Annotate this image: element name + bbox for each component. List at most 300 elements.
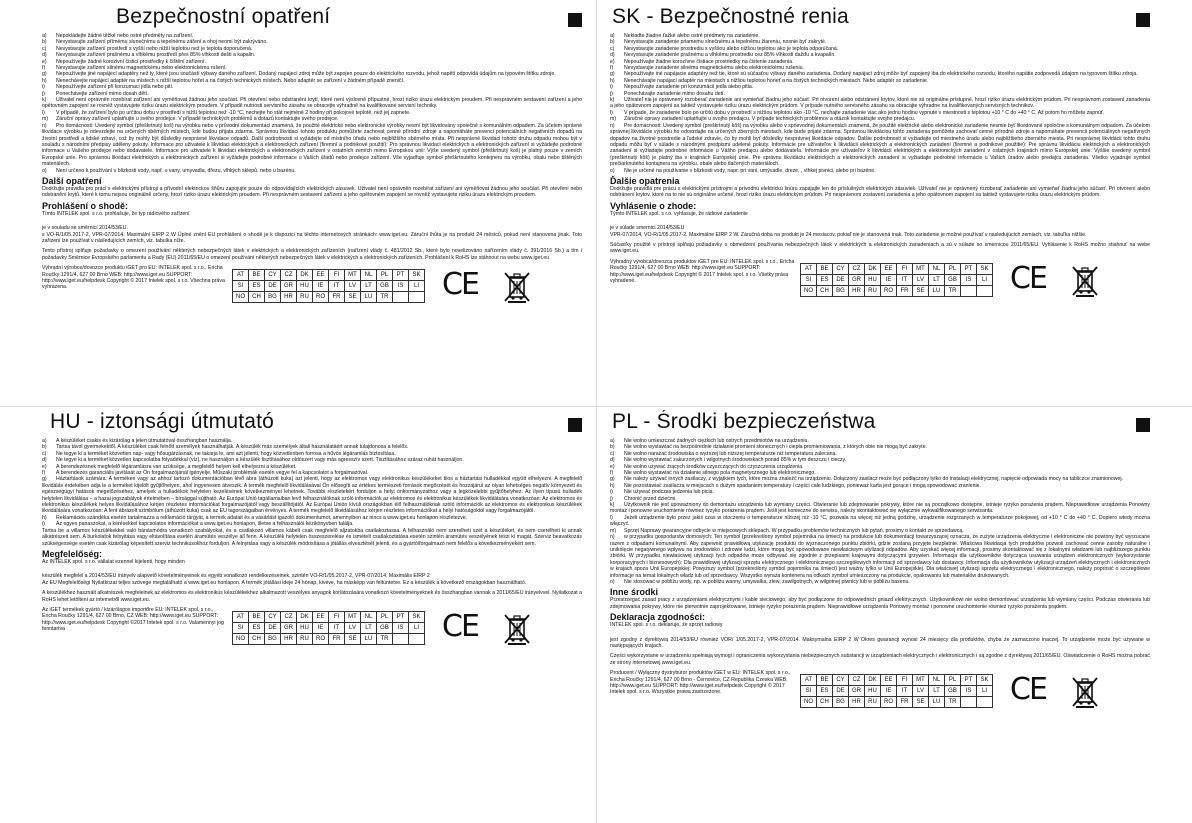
declaration-text: Az INTELEK spol. s r.o. vállalat ezennel kijelenti, hogy minden — [42, 558, 185, 565]
country-cell: RU — [297, 633, 313, 644]
item-text: Nepoužívejte jiné napájecí adaptéry než ty, které jsou součástí výbavy daného zařízení. Dodaný napájecí zdroj může být zapojen pouze do elektrického rozvodu, jehož napětí odpovídá údajům na typovém štítku zdroje. — [56, 71, 556, 78]
country-cell: HR — [281, 292, 297, 303]
weee-bin-icon — [502, 269, 532, 303]
item-text: A berendezés garanciális javítását az Ön forgalmazójánál igényelje. Műszaki problémák esetén vegye fel a kapcsolatot a forgalmazóval. — [56, 470, 369, 477]
item-text: Záručné opravy zariadení uplatňujte u svojho predajcu. V prípade technických problémov a otázok kontaktujte svojho predajcu. — [624, 116, 916, 123]
item-label: b) — [42, 39, 47, 46]
country-cell: CH — [249, 292, 265, 303]
country-cell: DK — [865, 263, 881, 274]
country-table — [800, 263, 993, 297]
item-text: V prípade, že zariadenie bolo po určitú dobu v prostredí s nižšou teplotou ako -10 °C, nechajte zariadenie viac ako jednu hodinu vypnuté v miestnosti s teplotou +10 ° C do +40 ° C. Až potom ho môžete zapnúť. — [624, 109, 1105, 116]
black-square-marker — [568, 13, 582, 27]
safety-item — [610, 123, 1150, 168]
item-label: h) — [42, 77, 47, 84]
country-cell: LT — [929, 274, 945, 285]
item-text: Nevystavujte zariadenie prostrediu s vyššou alebo nižšou teplotou ako je teplota odporúčaná. — [624, 45, 839, 52]
item-label: h) — [610, 77, 615, 84]
item-text: Ne tegye ki a terméket közvetlen nap- vagy hősugárzásnak, ne takarja le, ami azt jelenti, hogy közvetlenben forrosa a hűvös légáramlás biztosítása. — [56, 450, 396, 457]
country-cell: IE — [313, 622, 329, 633]
country-cell: PT — [961, 263, 977, 274]
black-square-marker — [568, 418, 582, 432]
section-title: HU - iztonsági útmutató — [50, 410, 275, 433]
footer-block — [42, 607, 582, 655]
country-cell: GR — [849, 686, 865, 697]
item-label: i) — [42, 84, 45, 91]
country-cell: LV — [345, 281, 361, 292]
item-label: l) — [610, 109, 613, 116]
country-table — [232, 611, 425, 645]
item-text: Jeżeli urządzenie było przez jakiś czas w otoczeniu o temperaturze niższej niż -10 °C, pozwala na więcej niż jedną godzinę, urządzenie rozgrzanych w temperaturze pokojowej, od +10 ° C do +40 ° C. Dopiero wtedy można włączyć. — [610, 514, 1150, 528]
country-cell: RO — [881, 697, 897, 708]
country-cell: SI — [801, 274, 817, 285]
ce-mark-icon: CE — [442, 608, 478, 644]
item-label: m) — [610, 116, 617, 123]
country-cell: BE — [249, 611, 265, 622]
item-text: Reklamációs szándéka esetén tartalmazza a reklamáció tárgyát, a termék adatait és a vásárlást igazoló dokumentumot, amennyiben az nincs a www.iget.eu honlapon részletezve. — [56, 514, 468, 521]
item-label: f) — [610, 65, 614, 72]
rohs-text: A készülékhez használt alkatrészek megfelelnek az elektromos és elektronikus készülékekhez alkalmazott veszélyes anyagok korlátozására vonatkozó követelményeknek és összhangban vannak a 2011/65/EU irányelvvel. Nyilatkozat a RoHS lehet letölteni az internetről www.iget.eu. — [42, 590, 582, 603]
country-cell: NO — [801, 285, 817, 296]
country-cell: CY — [833, 263, 849, 274]
country-table — [800, 674, 993, 708]
item-label: o) — [610, 167, 615, 174]
other-measures-heading: Ďalšie opatrenia — [610, 175, 680, 186]
item-text: Nevystavujte zařízení přímému slunečnímu a tepelnému záření a ohoj neomí být zakrýváno. — [56, 39, 268, 46]
manufacturer-info: Az iGET termékek gyártó / kizárólagos importőre EU: INTELEK spol. s r.o., Ericha Roučky 1291/4, 627 00 Brno, CZ WEB: http://www.iget.eu SUPPORT: http://www.iget.eu/helpdesk Copyright ©2017 Intelek spol. s r.o. Valamennyi jog fenntartva — [42, 606, 224, 633]
country-cell: PL — [377, 270, 393, 281]
country-cell: AT — [801, 675, 817, 686]
country-cell: NL — [929, 263, 945, 274]
declaration-heading: Deklaracja zgodności: — [610, 612, 706, 623]
country-cell: CZ — [281, 611, 297, 622]
country-cell: CZ — [849, 263, 865, 274]
country-cell: MT — [913, 263, 929, 274]
country-row — [233, 292, 425, 303]
country-cell: HU — [297, 281, 313, 292]
safety-item — [610, 502, 1150, 515]
country-cell: HR — [849, 697, 865, 708]
safety-item — [42, 123, 582, 168]
footer-block — [42, 265, 582, 313]
country-cell: BE — [817, 675, 833, 686]
safety-item — [610, 534, 1150, 579]
power-warranty-text: Az EU Megfelelőségi Nyilatkozat teljes szövege megtalálható a www.iget.eu honlapon. A termék jótállási ideje 24 hónap, kivéve, ha másképp van feltüntetve. Ez a készülék a következő országokban használható. — [42, 579, 527, 586]
country-cell: LU — [929, 697, 945, 708]
country-cell: MT — [345, 270, 361, 281]
country-cell: NO — [233, 633, 249, 644]
spacer — [610, 629, 1150, 637]
item-label: c) — [42, 45, 47, 52]
item-text: Nepoužívajte žiadne korozívne čistiace prostriedky na čistenie zariadenia. — [624, 58, 794, 65]
item-text: Nevystavujte zariadenie prašnému a vlhkému prostrediu cez 85% vlhkosti dažďu a kvapalín. — [624, 52, 836, 59]
country-cell: PL — [945, 675, 961, 686]
rohs-text: Súčasťky použité v prístroji spĺňajú požiadavky o obmedzení používania nebezpečných látok v elektrických a elektronických zariadeniach a sú v súlade so smernicou 2011/65/EU. Vyhlásenie k RoHS možno stiahnuť na webe www.iget.eu. — [610, 241, 1150, 255]
country-cell: PT — [393, 611, 409, 622]
item-text: Nepoužívajte iné napájacie adaptéry než tie, ktoré sú súčasťou výbavy daného zariadenia. Dodaný napájací zdroj môže byť zapojený iba do elektrického rozvodu, ktorého napätie zodpovedá údajom na typovom štítku zdroja. — [624, 71, 1138, 78]
country-cell: LU — [361, 292, 377, 303]
directive-text: jest zgodny z dyrektywą 2014/53/EU również VOR/ 1/05.2017-2, VPR-07/2014. Maksymalna EIRP 2 W Okres gwarancji wynosi 24 miesięcy dla produktów, chyba że zaznaczono inaczej. To urządzenie może być używane w następujących krajach. — [610, 636, 1150, 649]
country-cell: SI — [233, 622, 249, 633]
item-label: g) — [610, 476, 615, 483]
country-cell: DK — [297, 270, 313, 281]
other-measures-text: Przestrzegać zasad pracy z urządzeniami elektrycznymi i kable sieciowego, aby być podłączone do odpowiednich gniazd elektrycznych. Użytkownikowi nie wolno demontować urządzenia lub wymiany części. Podczas otwierania lub zdejmowania pokrywy, które nie pierwotnie zaprojektowane, istnieje ryzyko porażenia prądem. Nieprawidłowe urządzenia Ponowny montaż i ponowne uruchomienie również ryzyko porażenia prądem. — [610, 597, 1150, 610]
country-cell: RU — [297, 292, 313, 303]
item-text: Nepoužívejte žádné korozivní čisticí prostředky k čištění zařízení. — [56, 58, 206, 65]
country-cell: LV — [913, 274, 929, 285]
country-cell: LU — [361, 633, 377, 644]
country-cell: NO — [801, 697, 817, 708]
country-cell: CH — [817, 285, 833, 296]
country-cell: IT — [897, 686, 913, 697]
item-text: Nevystavujte zařízení prašnému a vlhkému prostředí přes 85% vlhkosti dešti a kapalin. — [56, 52, 256, 59]
item-text: A készüléket csakis és kizárólag a jelen útmutatóval összhangban használja. — [56, 438, 233, 444]
item-label: b) — [610, 39, 615, 46]
horizontal-divider — [0, 406, 1192, 407]
country-cell: ES — [817, 686, 833, 697]
safety-item — [42, 476, 582, 514]
country-cell: SE — [345, 633, 361, 644]
country-cell: FR — [329, 292, 345, 303]
country-cell: SK — [409, 611, 425, 622]
country-cell: FI — [329, 611, 345, 622]
footer-block — [610, 670, 1150, 718]
country-cell: FR — [329, 633, 345, 644]
country-cell: HR — [849, 285, 865, 296]
country-cell: SK — [409, 270, 425, 281]
item-label: h) — [42, 514, 47, 521]
item-label: o) — [610, 578, 615, 585]
item-text: Nepoužívejte zařízení při konzumaci jídla nebo pití. — [56, 84, 174, 91]
item-text: Nepokládejte žádné těžké nebo ostré předměty na zařízení. — [56, 33, 194, 39]
item-label: f) — [42, 65, 46, 72]
country-cell: SK — [977, 263, 993, 274]
country-cell: MT — [345, 611, 361, 622]
country-row — [233, 270, 425, 281]
item-label: a) — [610, 33, 615, 39]
country-cell: RU — [865, 697, 881, 708]
country-row — [801, 274, 993, 285]
declaration-heading: Prohlášení o shodě: — [42, 200, 129, 211]
item-text: Ponechávejte zařízení mimo dosah dětí. — [56, 90, 149, 97]
country-cell: LI — [977, 686, 993, 697]
country-cell: FI — [329, 270, 345, 281]
item-label: i) — [610, 84, 613, 91]
country-cell: IT — [329, 622, 345, 633]
item-text: Nie pozostawiać zasilacza w miejscach o dużym spadaniem temperatury i części całe ludzkiego, ponieważ karta jest gorące i mogą spowodować zranienie. — [624, 482, 981, 489]
black-square-marker — [1136, 418, 1150, 432]
item-label: j) — [610, 495, 613, 502]
country-cell: SE — [913, 285, 929, 296]
spacer — [42, 565, 582, 573]
country-cell: CY — [265, 270, 281, 281]
country-row — [233, 281, 425, 292]
item-text: Chronić przed dziećmi. — [624, 495, 677, 502]
vertical-divider — [596, 0, 597, 823]
item-label: f) — [42, 470, 46, 477]
country-cell: GR — [281, 622, 297, 633]
country-cell — [977, 285, 993, 296]
item-text: A berendezésnek megfelelő légáramlásra van szüksége, a megfelelő helyen kell elhelyezni a készüléket. — [56, 463, 297, 470]
country-cell: DK — [865, 675, 881, 686]
country-cell: RU — [865, 285, 881, 296]
item-label: e) — [42, 463, 47, 470]
country-cell: EE — [313, 270, 329, 281]
country-cell: BG — [833, 697, 849, 708]
item-label: n) — [610, 534, 615, 541]
declaration-text: Tímto INTELEK spol. s r.o. prohlašuje, že typ rádiového zařízení — [42, 210, 190, 217]
country-cell: LI — [977, 274, 993, 285]
country-cell: CZ — [281, 270, 297, 281]
country-cell: BG — [265, 633, 281, 644]
weee-bin-icon — [1070, 263, 1100, 297]
country-cell: SE — [345, 292, 361, 303]
country-cell: CH — [249, 633, 265, 644]
section-title: PL - Środki bezpieczeństwa — [612, 410, 876, 433]
country-cell: NO — [233, 292, 249, 303]
country-cell: IS — [961, 274, 977, 285]
item-text: Nenechávajte napájací adaptér na miestach s nižšou teplotou horieť a na čistých technických miestach. Nebo adaptér so zariadenie. — [624, 77, 929, 84]
item-text: Nie należy używać innych zasilaczy, z wyjątkiem tych, które można znaleźć na urządzeniu. Dołączony zasilacz może być podłączony tylko do instalacji elektrycznej, napięcie odpowiada mocy na tabliczce znamionowej. — [624, 476, 1123, 483]
country-row — [801, 263, 993, 274]
country-cell: SI — [233, 281, 249, 292]
country-row — [801, 686, 993, 697]
country-cell: PL — [945, 263, 961, 274]
country-cell: BG — [265, 292, 281, 303]
country-cell: GR — [281, 281, 297, 292]
section-cz — [42, 5, 582, 400]
country-cell: RO — [313, 292, 329, 303]
item-label: g) — [42, 476, 47, 483]
item-label: b) — [42, 444, 47, 451]
country-cell: HU — [865, 686, 881, 697]
item-label: c) — [610, 45, 615, 52]
item-label: l) — [610, 514, 613, 521]
country-cell: BG — [833, 285, 849, 296]
item-label: l) — [42, 109, 45, 116]
country-cell: LT — [361, 622, 377, 633]
other-measures-heading: Inne środki — [610, 587, 659, 598]
item-label: a) — [610, 438, 615, 444]
weee-bin-icon — [502, 611, 532, 645]
country-row — [801, 285, 993, 296]
item-label: g) — [610, 71, 615, 78]
black-square-marker — [1136, 13, 1150, 27]
country-cell: PT — [393, 270, 409, 281]
country-cell: LV — [345, 622, 361, 633]
country-cell: AT — [233, 270, 249, 281]
country-cell: LT — [929, 686, 945, 697]
manufacturer-info: Producent / Wyłączny dystrybutor produktów iGET w EU: INTELEK spol. s r.o., Ericha Roučky 1291/4, 627 00 Brno - Černovice, CZ Republika Czeska WEB: http://www.iget.eu SUPPORT: http://www.iget.eu/helpdesk Copyright © 2017 Intelek spol. s r.o. Wszystkie prawa zastrzeżone. — [610, 670, 791, 696]
country-cell: ES — [249, 622, 265, 633]
country-cell — [409, 633, 425, 644]
country-cell: LI — [409, 622, 425, 633]
section-sk — [610, 5, 1150, 400]
safety-item — [610, 579, 1150, 585]
item-text: Nie wolno wystawiać zakurzonych i wilgotnych środowiskach ponad 85% w tym deszczu i cieczy. — [624, 457, 847, 464]
item-text: Nie wolno narażać środowiska o wyższej lub niższej temperaturze niż temperatura zalecana. — [624, 450, 837, 457]
spacer — [610, 217, 1150, 225]
country-cell: ES — [817, 274, 833, 285]
country-cell: MT — [913, 675, 929, 686]
directive-text: je v súlade smernici 2014/53/EU — [610, 225, 685, 232]
manufacturer-info: Výhradný výrobca/dovozca produktov iGET pre EU: INTELEK spol. s r.o., Ericha Roučky 1291/4, 627 00 Brno WEB: http://www.iget.eu SUPPORT: http://www.iget.eu/helpdesk Copyright © 2017 Intelek spol. s r.o. Všetky práva vyhradené. — [610, 258, 795, 284]
item-text: Nie wolno umieszczać żadnych ciężkich lub ostrych przedmiotów na urządzeniu. — [624, 438, 809, 444]
country-cell: TR — [945, 285, 961, 296]
item-label: i) — [610, 489, 613, 496]
item-label: d) — [610, 457, 615, 464]
country-cell — [409, 292, 425, 303]
country-cell: CZ — [849, 675, 865, 686]
country-cell: AT — [233, 611, 249, 622]
section-title: SK - Bezpečnostné renia — [612, 5, 849, 28]
country-cell: FI — [897, 263, 913, 274]
item-label: d) — [42, 457, 47, 464]
directive-text: készülék megfelel a 2014/53/EU irányelv alapvető követelményeinek és egyéb vonatkozó rendelkezéseinek, szintén VO-R/1/05.2017-2, VPR-07/2014. Maximális EIRP 2 — [42, 573, 430, 580]
item-text: Není určeno k používání v blízkosti vody, např. u vany, umyvadla, dřezu, vlhkých sklepů, nebo u bazénu. — [56, 167, 296, 174]
country-cell: DE — [265, 281, 281, 292]
spacer — [42, 217, 582, 225]
country-cell: CY — [833, 675, 849, 686]
safety-list — [610, 33, 1150, 174]
country-cell: SE — [913, 697, 929, 708]
other-measures-text: Dodržujte pravidla pro práci s elektrickými přístroji a přívodní elektrickou šňůru zapojujte pouze do odpovídajících elektrických zásuvek. Uživatel není oprávněn rozebírat zařízení ani vyměňovat žádnou jeho součást. Při otevření nebo odstranění krytů, které k tomu nejsou originálně určeny, hrozí riziko úrazu elektrickým proudem. Při nesprávném sestavení zařízení a jeho opětovném zapojení se rovněž vystavujete riziku úrazu elektrickým proudem. — [42, 185, 582, 199]
country-cell: NL — [929, 675, 945, 686]
country-cell: LI — [409, 281, 425, 292]
item-label: o) — [42, 167, 47, 174]
item-label: g) — [42, 71, 47, 78]
country-cell: IS — [393, 622, 409, 633]
country-cell: GB — [945, 686, 961, 697]
item-text: Nekladte žiadne ťažké alebo ostré predmety na zariadenie. — [624, 33, 760, 39]
item-text: Nie wolno wystawiać na działanie silnego pola magnetycznego lub elektronicznego. — [624, 470, 816, 477]
item-text: Užívateľ nie je oprávnený rozoberať zariadenie ani vymieňať žiadnu jeho súčasť. Pri otvorení alebo odstránení krytov, ktoré nie sú originálne prístupné, hrozí riziko úrazu elektrickým prúdom. Pri nesprávnom zostavení zariadenia a jeho opätovnom zapojení sa taktiež vystavujete riziku úrazu elektrickým prúdom. V prípade nutného servisného zásahu sa obracajte výhradne na kvalifikovaných servisných technikov. — [610, 97, 1150, 110]
safety-item — [42, 97, 582, 110]
country-cell: BE — [817, 263, 833, 274]
country-cell: SI — [801, 686, 817, 697]
item-label: d) — [42, 52, 47, 59]
item-label: c) — [610, 450, 615, 457]
country-row — [233, 633, 425, 644]
country-cell — [393, 292, 409, 303]
declaration-text: Týmto INTELEK spol. s r.o. vyhlasuje, že rádiové zariadenie — [610, 210, 748, 217]
country-cell: LT — [361, 281, 377, 292]
item-label: e) — [610, 463, 615, 470]
other-measures-heading: Další opatření — [42, 175, 102, 186]
declaration-heading: Vyhlásenie o zhode: — [610, 200, 697, 211]
country-cell: BE — [249, 270, 265, 281]
item-text: Nie wolno wystawiać na bezpośrednie działanie promieni słonecznych i ciepła promieniowania, z których obie nie mogą być zakryte. — [624, 444, 928, 451]
safety-item — [42, 168, 582, 174]
safety-list — [42, 33, 582, 174]
item-label: h) — [610, 482, 615, 489]
item-text: Ponechávajte zariadenie mimo dosahu detí. — [624, 90, 725, 97]
country-cell: IS — [393, 281, 409, 292]
section-hu — [42, 410, 582, 820]
item-text: Sprzęt Naprawy gwarancyjne odbycie w miejscowych sklepach. W przypadku problemów technicznych lub pytań, prosimy o kontakt ze sprzedawcą. — [624, 527, 964, 534]
declaration-heading: Megfelelőség: — [42, 548, 103, 559]
item-text: Nevystavujte zariadenie silnému magnetickému alebo elektronickému rušeniu. — [624, 65, 804, 72]
item-label: k) — [610, 502, 615, 509]
safety-item — [610, 515, 1150, 528]
safety-item — [610, 168, 1150, 174]
country-cell — [977, 697, 993, 708]
country-cell: CY — [265, 611, 281, 622]
country-cell: SK — [977, 675, 993, 686]
weee-bin-icon — [1070, 674, 1100, 708]
ce-mark-icon: CE — [442, 267, 478, 303]
country-cell: ES — [249, 281, 265, 292]
item-text: Nepoužívajte zariadenie pri konzumácii jedla alebo pitia. — [624, 84, 754, 91]
country-cell: GB — [377, 281, 393, 292]
country-cell: IT — [329, 281, 345, 292]
item-label: j) — [42, 90, 45, 97]
section-title: Bezpečnostní opatření — [116, 5, 331, 28]
item-text: Tartsa távol gyermekektől. A készüléket csak felnőtt személyek használhatják. A készülék más személyek általi használatáért annak tulajdonosa a felelős. — [56, 444, 409, 451]
other-measures-text: Tartsa be a villamos készülékekkel való bánásmódra vonatkozó szabályokat, és a csatlakozó villamos kábelt csak megfelelő aljzatokba csatlakoztassa. A felhasználó nem szerelheti szét a készüléket, és nem cserélheti ki annak alkatrészeit sem. A burkolatok felnyitása vagy eltávolítása esetén áramütés veszélye áll fenn. A készülék helytelen összeszerelése és ismételt csatlakoztatása esetén szintén áramütés veszélyének teszi ki magát. Szerviz beavatkozás szükségessége esetén csak kizárólag képesített szerviz technikusokhoz forduljon. A felnyitása vagy a készülék módosítása a jótállás elvesztését jelenti, és a gyártó/forgalmazó nem felelős a következményekért sem. — [42, 527, 582, 547]
item-label: d) — [610, 52, 615, 59]
country-cell: DE — [833, 274, 849, 285]
country-cell: HU — [297, 622, 313, 633]
country-row — [233, 622, 425, 633]
item-text: Pre domácnosti: Uvedený symbol (preškrtnutý kôš) na výrobku alebo v sprievodnej dokumentácii znamená, že použité elektrické alebo elektronické zariadenie nesmie byť likvidované spoločne s komunálnym odpadom. Za účelom správnej likvidácie výrobku ho odovzdajte na určených zberných miestach, kde bude prijaté zdarma. Správnou likvidáciou tohto zariadenia pomôžete zachovať cenné prírodné zdroje a napomáhate prevencii potenciálnych negatívnych dopadov na životné prostredie a ľudské zdravie, čo by mohli byť dôsledky nesprávnej likvidácie odpadov. Ďalšie podrobnosti si vyžiadajte od miestneho úradu alebo najbližšieho zberného miesta. Pri nesprávnej likvidácii tohto druhu odpadu môžu byť v súlade s národnými predpismi udelené pokuty. Informácie pre užívateľov k likvidácii elektrických a elektronických zariadení (firemné a podnikové použitie): Pre správnu likvidáciu elektrických a elektronických zariadení si vyžiadajte podrobné informácie u Vášho predajcu alebo dodávateľa. Informácie pre užívateľov k likvidácii elektrických a elektronických zariadení v ostatných krajinách mimo Európskej únie: Vyššie uvedený symbol (preškrtnutý kôš) je platný iba v krajinách Európskej únie. Pre správnu likvidáciu elektrických a elektronických zariadení si vyžiadajte podrobné informácie u Vašich úradov alebo predajcu zariadenia. Všetko vyjadruje symbol prečiarknutého kontajnera na výrobku, obale alebo tlačených materiáloch. — [610, 122, 1150, 168]
country-cell: DK — [297, 611, 313, 622]
country-cell: IS — [961, 686, 977, 697]
item-text: Nevystavujte zariadenie priamemu slnečnému a tepelnému žiareniu, nosnie byť zakryté. — [624, 39, 827, 46]
country-cell: FI — [897, 675, 913, 686]
item-label: m) — [42, 116, 49, 123]
country-cell: IE — [313, 281, 329, 292]
power-warranty-text: VPR-07/2014, VO-R/1/05.2017-2. Maximálne EIRP 2 W. Záručná doba na produkt je 24 mesiacov, pokiaľ nie je stanovená inak. Toto zariadenie je možné používať v nasledujúcich zemiach, viz. tabuľka nižšie. — [610, 231, 1087, 238]
item-label: f) — [610, 470, 614, 477]
rohs-text: Tento přístroj splňuje požadavky o omezení používání některých nebezpečných látek v elektrických a elektronických zařízeních (nařízení vlády č. 481/2012 Sb., které bylo novelizováno nařízením vlády č. 391/2016 Sb.) a tím i požadavky Směrnice Evropského parlamentu a Rady (EU) 2011/65/EU o omezení používání některých nebezpečných látek v elektrických a elektronických zařízeních. Prohlášení k RoHS lze stáhnout na webu www.iget.eu — [42, 248, 582, 261]
power-warranty-text: s VO-R/1/05.2017-2, VPR-07/2014. Maximální EIRP 2 W Úplné znění EU prohlášení o shodě je k dispozici na těchto internetových stránkách: www.iget.eu. Záruční lhůta je na produkt 24 měsíců, pokud není stanovena jinak. Toto zařízení lze používat v následujících zemích, viz. tabulka níže. — [42, 231, 582, 244]
item-label: i) — [42, 521, 45, 528]
country-cell — [961, 697, 977, 708]
other-measures-text: Dodržujte pravidlá pre prácu s elektrickými prístrojmi a prívodnú elektrickú šnúru zapájajte len do príslušných elektrických zásuviek. Užívateľ nie je oprávnený rozoberať zariadenie ani vymieňať žiadnu jeho súčasť. Pri otvorení alebo odstránení krytov, ktoré na to nie sú originálne určené, hrozí riziko úrazu elektrickým prúdom. Pri nesprávnom zostavení zariadenia a jeho opätovnom zapojení sa taktiež vystavujete riziku úrazu elektrickým prúdom. — [610, 185, 1150, 199]
country-cell: GB — [945, 274, 961, 285]
item-label: e) — [42, 58, 47, 65]
safety-list — [610, 438, 1150, 585]
country-cell: EE — [881, 263, 897, 274]
footer-block — [610, 259, 1150, 307]
item-label: b) — [610, 444, 615, 451]
item-text: Uživatel není oprávněn rozebírat zařízení ani vyměňovat žádnou jeho součást. Při otevření nebo odstranění krytí, které není výslovně přípustné, hrozí riziko úrazu elektrickým proudem. Při nesprávném sestavení zařízení a jeho opětovném zapojení se rovněž vystavujete riziku úrazu elektrickým proudem. V případě nutnosti servisního zásahu se obracejte výhradně na kvalifikované servisní techniky. — [42, 97, 582, 110]
section-pl — [610, 410, 1150, 820]
item-text: Nie wolno używać żrących środków czyszczących do czyszczenia urządzenia. — [624, 463, 804, 470]
country-cell: RO — [313, 633, 329, 644]
safety-list — [42, 438, 582, 528]
country-cell: LU — [929, 285, 945, 296]
country-cell: AT — [801, 263, 817, 274]
item-label: e) — [610, 58, 615, 65]
item-label: a) — [42, 438, 47, 444]
country-cell: FR — [897, 285, 913, 296]
country-cell: EE — [313, 611, 329, 622]
ce-mark-icon: CE — [1010, 672, 1046, 708]
country-cell: LV — [913, 686, 929, 697]
country-table — [232, 269, 425, 303]
item-text: Nie je určené na používanie v blízkosti vody, napr. pri vani, umývadle, dreze, , vlhkej pivnici, alebo pri bazéne. — [624, 167, 876, 174]
item-label: n) — [42, 122, 47, 129]
item-text: Użytkownik nie jest upoważniony do demontażu urządzenia lub wymiany części. Otwieranie lub zdejmowanie pokrywy, które nie są początkowo dostępne, istnieje ryzyko porażenia prądem. Nieprawidłowe urządzenia Ponowny montaż i ponowne uruchomienie również ryzyko porażenia prądem. Jeśli jest konieczne do serwisu, należy skontaktować się wyłącznie wykwalifikowanego serwisanta. — [610, 502, 1150, 515]
country-cell: EE — [881, 675, 897, 686]
country-cell — [961, 285, 977, 296]
ce-mark-icon: CE — [1010, 260, 1046, 296]
item-label: j) — [610, 90, 613, 97]
item-text: Nevystavujte zařízení prostředí s vyšší nebo nižší teplotou než je teplota doporučená. — [56, 45, 253, 52]
country-row — [801, 675, 993, 686]
country-cell: TR — [377, 292, 393, 303]
